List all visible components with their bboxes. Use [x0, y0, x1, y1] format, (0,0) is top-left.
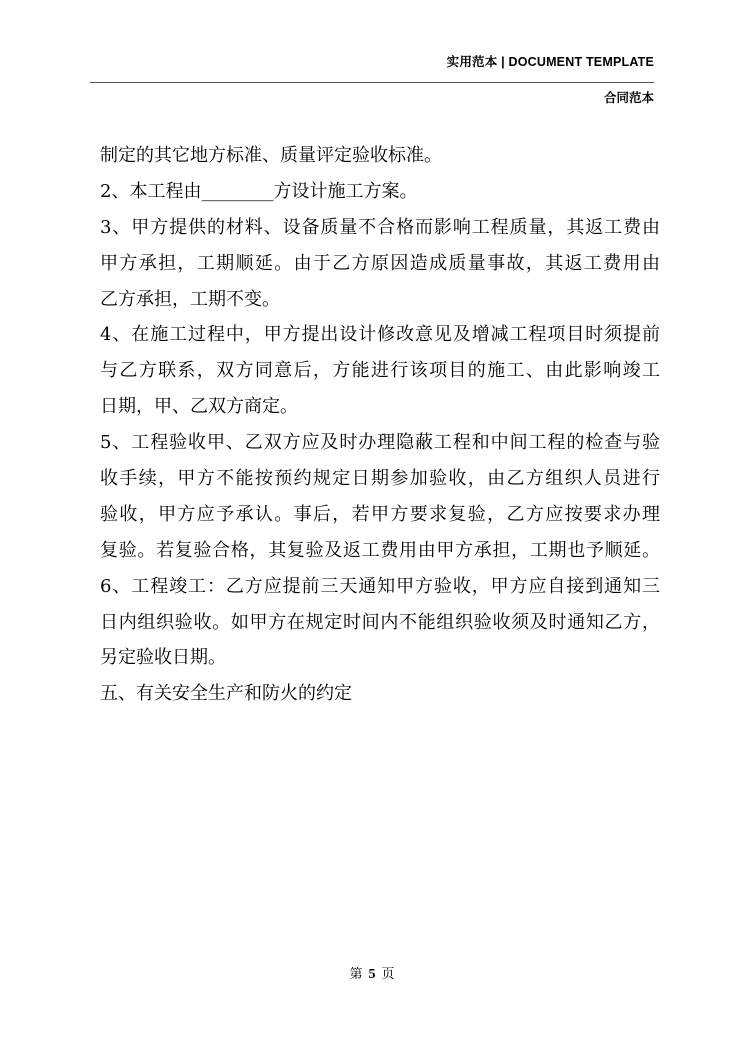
- body-line: 复验。若复验合格，其复验及返工费用由甲方承担，工期也予顺延。: [100, 539, 660, 561]
- document-body: [100, 138, 660, 712]
- body-line: 3、甲方提供的材料、设备质量不合格而影响工程质量，其返工费由: [100, 216, 660, 238]
- header-divider: [90, 82, 654, 83]
- page-number: 5: [368, 967, 376, 982]
- page-footer: [0, 963, 744, 983]
- body-line: 另定验收日期。: [100, 647, 226, 669]
- body-line: 验收，甲方应予承认。事后，若甲方要求复验，乙方应按要求办理: [100, 503, 660, 525]
- body-line: 4、在施工过程中，甲方提出设计修改意见及增减工程项目时须提前: [100, 324, 660, 346]
- body-line: 甲方承担，工期顺延。由于乙方原因造成质量事故，其返工费用由: [100, 252, 660, 274]
- body-line: 收手续，甲方不能按预约规定日期参加验收，由乙方组织人员进行: [100, 468, 660, 490]
- page-prefix: 第: [349, 967, 363, 982]
- body-line: 日期，甲、乙双方商定。: [100, 396, 298, 418]
- header-subtitle: 合同范本: [603, 91, 654, 105]
- page-suffix: 页: [381, 967, 395, 982]
- body-line: 制定的其它地方标准、质量评定验收标准。: [100, 145, 442, 166]
- body-line: 6、工程竣工：乙方应提前三天通知甲方验收，甲方应自接到通知三: [100, 575, 660, 597]
- body-line: 乙方承担，工期不变。: [100, 288, 280, 310]
- header-title: 实用范本 | DOCUMENT TEMPLATE: [446, 55, 654, 69]
- body-line: 5、工程验收甲、乙双方应及时办理隐蔽工程和中间工程的检查与验: [100, 432, 660, 454]
- body-line: 与乙方联系，双方同意后，方能进行该项目的施工、由此影响竣工: [100, 360, 660, 382]
- body-line: 日内组织验收。如甲方在规定时间内不能组织验收须及时通知乙方，: [100, 611, 660, 633]
- body-line: 2、本工程由________方设计施工方案。: [100, 180, 418, 202]
- section-heading: 五、有关安全生产和防火的约定: [100, 683, 352, 705]
